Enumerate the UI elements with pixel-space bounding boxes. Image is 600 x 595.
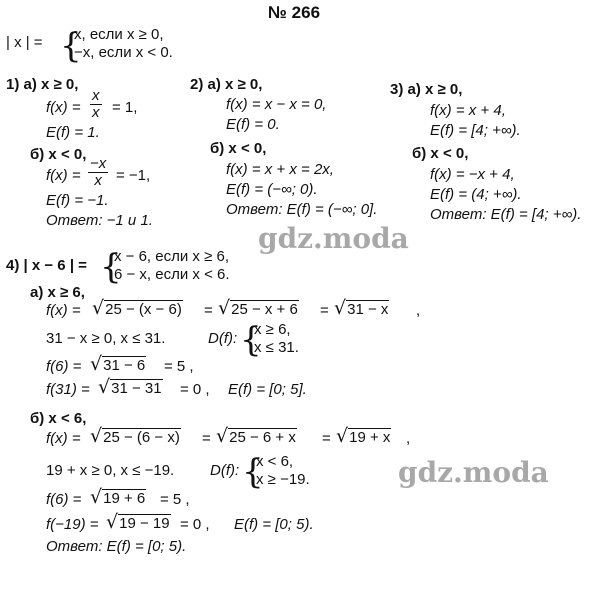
p1-a-f-rhs: = 1, (112, 99, 138, 116)
brace-icon: { (100, 247, 122, 287)
p4-a-D1: x ≥ 6, (254, 321, 291, 338)
abs-def-case1: x, если x ≥ 0, (74, 26, 164, 43)
p4-case2: 6 − x, если x < 6. (114, 266, 230, 283)
p4-a-f6-root: √31 − 6 (90, 353, 146, 375)
p1-b-E: E(f) = −1. (46, 192, 109, 209)
watermark: gdz.moda (258, 222, 409, 255)
watermark: gdz.moda (398, 456, 549, 489)
p4-b-D1: x < 6, (256, 453, 294, 470)
p4-a-D2: x ≤ 31. (254, 339, 299, 356)
brace-icon: { (242, 452, 264, 492)
p3-b-E: E(f) = (4; +∞). (430, 186, 522, 203)
p2-b-f: f(x) = x + x = 2x, (226, 161, 334, 178)
p4-b-D: D(f): (210, 462, 240, 479)
p1-answer: Ответ: −1 и 1. (46, 212, 153, 229)
p4-b-f6-root: √19 + 6 (90, 486, 146, 508)
p4-b-cond: 19 + x ≥ 0, x ≤ −19. (46, 462, 175, 479)
p4-b-root1: √25 − (6 − x) (90, 425, 180, 447)
p3-a-f: f(x) = x + 4, (430, 102, 506, 119)
p3-b-f: f(x) = −x + 4, (430, 166, 515, 183)
p4-a-f31-lhs: f(31) = (46, 381, 90, 398)
p4-lhs: 4) | x − 6 | = (6, 257, 87, 274)
abs-def-lhs: | x | = (6, 34, 43, 51)
p4-a-f31-root: √31 − 31 (98, 376, 162, 398)
p4-b-eq1: = (202, 430, 211, 447)
p2-b-E: E(f) = (−∞; 0). (226, 181, 318, 198)
p4-a-D: D(f): (208, 330, 238, 347)
p2-head: 2) a) x ≥ 0, (190, 76, 263, 93)
p1-b-fraction: $\frac{-x}{x}$ (90, 155, 107, 189)
p2-a-f: f(x) = x − x = 0, (226, 96, 327, 113)
p4-answer: Ответ: E(f) = [0; 5). (46, 538, 187, 555)
p1-a-fraction: $\frac{x}{x}$ (92, 87, 100, 121)
p1-b-head: б) x < 0, (30, 146, 87, 163)
p1-a-f-lhs: f(x) = (46, 99, 81, 116)
p4-a-E: E(f) = [0; 5]. (228, 381, 307, 398)
p4-b-E: E(f) = [0; 5). (234, 516, 314, 533)
p4-a-eq1: = (204, 302, 213, 319)
p4-b-f-lhs: f(x) = (46, 430, 81, 447)
p3-a-E: E(f) = [4; +∞). (430, 122, 521, 139)
p4-b-root3: √19 + x (336, 425, 391, 447)
p4-b-eq2: = (322, 430, 331, 447)
p4-a-f-lhs: f(x) = (46, 302, 81, 319)
p1-head: 1) a) x ≥ 0, (6, 76, 79, 93)
p1-b-f-lhs: f(x) = (46, 167, 81, 184)
p3-answer: Ответ: E(f) = [4; +∞). (430, 206, 582, 223)
brace-icon: { (240, 320, 262, 360)
p4-b-fm19-root: √19 − 19 (106, 511, 170, 533)
p4-b-fm19-lhs: f(−19) = (46, 516, 99, 533)
p4-b-comma: , (406, 430, 411, 447)
p1-a-E: E(f) = 1. (46, 124, 100, 141)
p2-answer: Ответ: E(f) = (−∞; 0]. (226, 201, 378, 218)
p2-b-head: б) x < 0, (210, 140, 267, 157)
p4-b-f6-lhs: f(6) = (46, 491, 82, 508)
p4-a-eq2: = (320, 302, 329, 319)
p4-a-root3: √31 − x (334, 297, 389, 319)
p2-a-E: E(f) = 0. (226, 116, 280, 133)
p4-a-f31-rhs: = 0 , (180, 381, 210, 398)
problem-number: № 266 (268, 3, 321, 22)
p4-a-comma: , (416, 302, 421, 319)
brace-icon: { (60, 26, 82, 66)
p4-case1: x − 6, если x ≥ 6, (114, 248, 229, 265)
p1-b-f-rhs: = −1, (116, 167, 151, 184)
p3-b-head: б) x < 0, (412, 145, 469, 162)
p4-b-fm19-rhs: = 0 , (180, 516, 210, 533)
p4-b-head: б) x < 6, (30, 410, 87, 427)
p4-b-D2: x ≥ −19. (256, 471, 310, 488)
p4-a-cond: 31 − x ≥ 0, x ≤ 31. (46, 330, 166, 347)
p4-b-f6-rhs: = 5 , (160, 491, 190, 508)
p4-a-root1: √25 − (x − 6) (92, 297, 182, 319)
p3-head: 3) a) x ≥ 0, (390, 81, 463, 98)
abs-def-case2: −x, если x < 0. (74, 44, 173, 61)
p4-b-root2: √25 − 6 + x (216, 425, 296, 447)
p4-a-f6-lhs: f(6) = (46, 358, 82, 375)
p4-a-head: a) x ≥ 6, (30, 284, 85, 301)
p4-a-f6-rhs: = 5 , (164, 358, 194, 375)
p4-a-root2: √25 − x + 6 (218, 297, 298, 319)
